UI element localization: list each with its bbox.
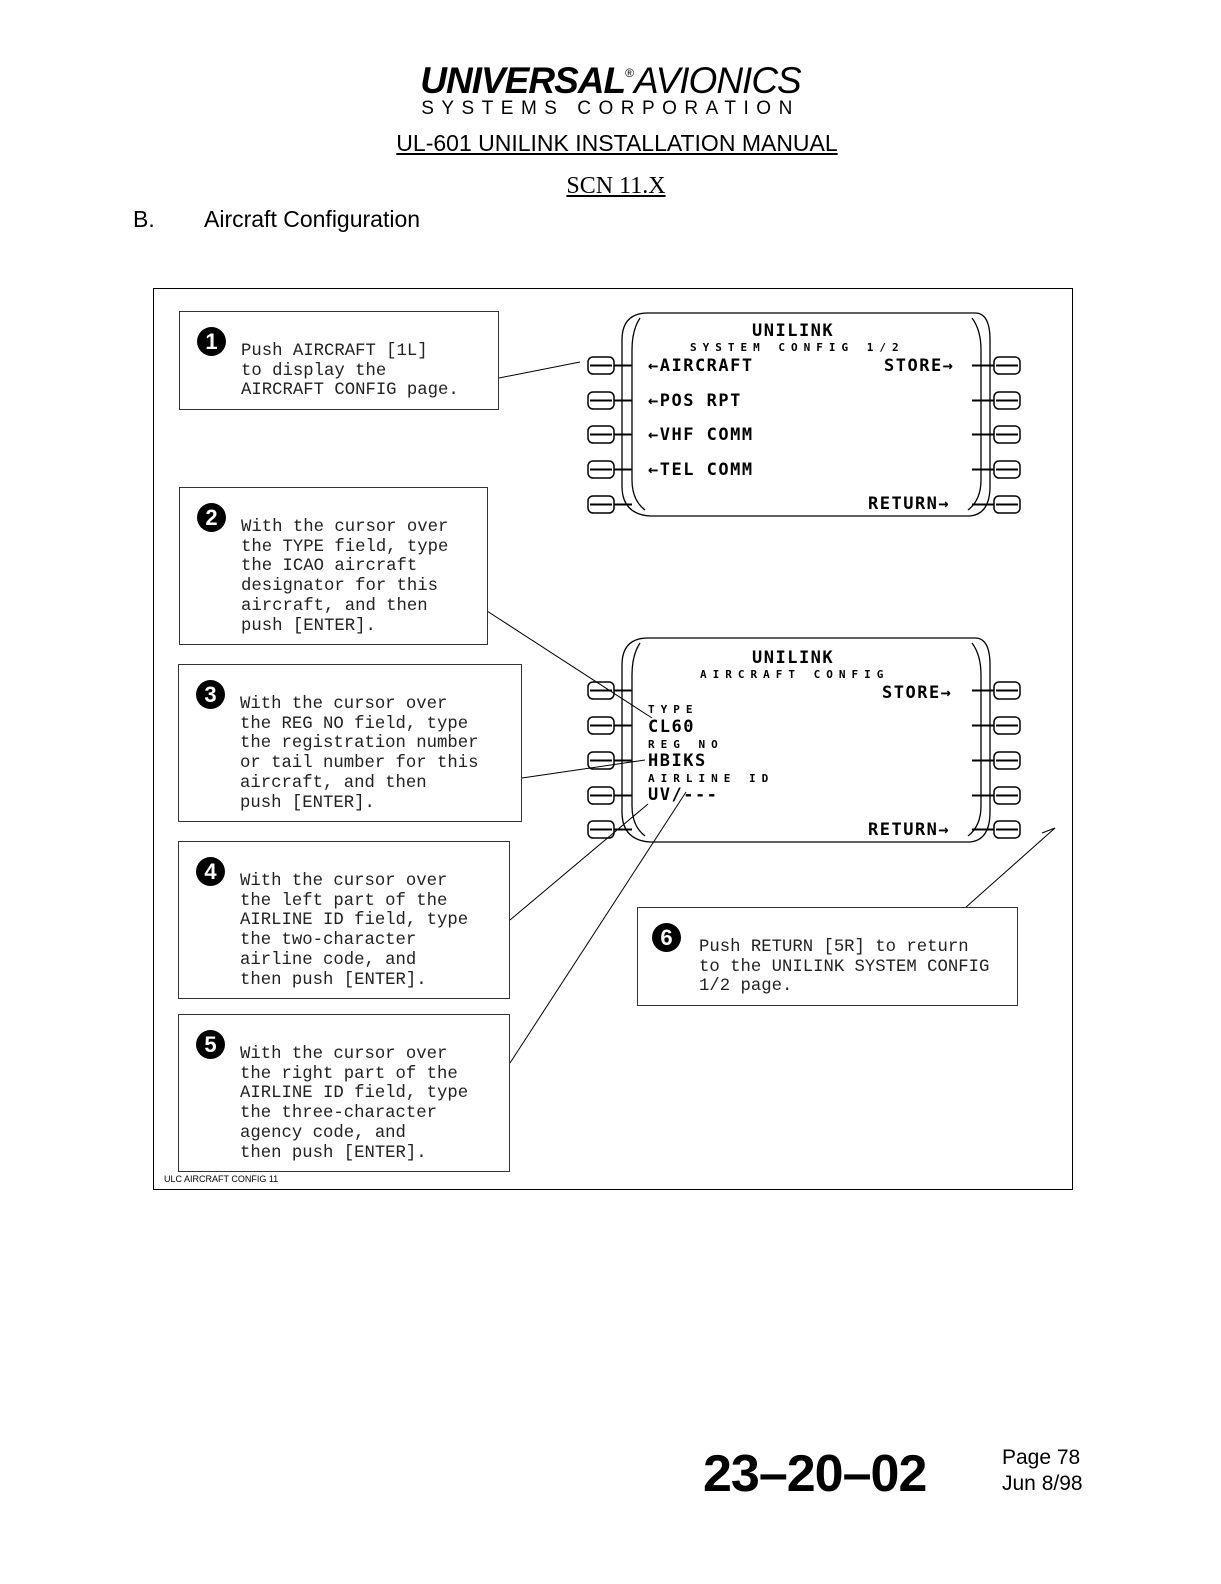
step-number-3: 3 [196,680,225,709]
step-number-6: 6 [652,923,681,952]
airline-id-field[interactable]: UV/--- [648,785,719,805]
logo-bold-text: UNIVERSAL [420,60,626,101]
airline-id-label: AIRLINE ID [648,772,775,785]
leader-line-4 [510,804,648,920]
callout-6-text: Push RETURN [5R] to return to the UNILINK SYSTEM CONFIG 1/2 page. [699,938,990,997]
page-date: Jun 8/98 [1002,1472,1083,1495]
reg-no-label: REG NO [648,738,724,751]
screen1-title: UNILINK [752,321,835,341]
callout-5-text: With the cursor over the right part of the AIRLINE ID field, type the three-character agency code, and then push [ENTER]. [240,1045,469,1163]
step-number-1: 1 [197,327,226,356]
step-number-4: 4 [196,857,225,886]
screen2-subtitle: AIRCRAFT CONFIG [700,668,890,681]
logo-light-text: AVIONICS [633,60,801,101]
callout-6 [637,907,1018,1006]
screen2-store-link[interactable]: STORE→ [882,683,953,703]
step-number-2: 2 [197,503,226,532]
callout-3 [178,664,522,822]
screen1-vhf-comm-link[interactable]: ←VHF COMM [648,425,754,445]
leader-line-1 [499,362,580,378]
callout-1 [179,311,499,410]
registered-mark: ® [625,66,634,80]
screen1-aircraft-link[interactable]: ←AIRCRAFT [648,356,754,376]
callout-4 [178,841,510,999]
step-number-5: 5 [196,1030,225,1059]
callout-1-text: Push AIRCRAFT [1L] to display the AIRCRAFT CONFIG page. [241,342,459,401]
corporation-name: SYSTEMS CORPORATION [421,98,800,119]
callout-5 [178,1014,510,1172]
screen1-return-link[interactable]: RETURN→ [868,494,951,514]
section-title: Aircraft Configuration [204,206,421,232]
screen2-return-link[interactable]: RETURN→ [868,820,951,840]
type-field[interactable]: CL60 [648,717,695,737]
callout-3-text: With the cursor over the REG NO field, type the registration number or tail number for this aircraft, and then push [ENTER]. [240,695,479,813]
screen2-title: UNILINK [752,648,835,668]
type-label: TYPE [648,703,699,716]
figure-id: ULC AIRCRAFT CONFIG 11 [164,1174,279,1184]
callout-2 [179,487,488,645]
section-letter: B. [133,206,155,232]
screen1-tel-comm-link[interactable]: ←TEL COMM [648,460,754,480]
scn-version: SCN 11.X [566,173,666,199]
screen1-subtitle: SYSTEM CONFIG 1/2 [690,341,905,354]
document-number: 23–20–02 [703,1445,927,1503]
manual-title: UL-601 UNILINK INSTALLATION MANUAL [396,130,838,156]
reg-no-field[interactable]: HBIKS [648,751,707,771]
callout-4-text: With the cursor over the left part of the AIRLINE ID field, type the two-character airline code, and then push [ENTER]. [240,872,469,990]
leader-line-3 [522,760,645,778]
screen1-pos-rpt-link[interactable]: ←POS RPT [648,391,742,411]
screen1-store-link[interactable]: STORE→ [884,356,955,376]
page-number: Page 78 [1002,1446,1081,1469]
callout-2-text: With the cursor over the TYPE field, type the ICAO aircraft designator for this aircraft, and then push [ENTER]. [241,518,449,636]
